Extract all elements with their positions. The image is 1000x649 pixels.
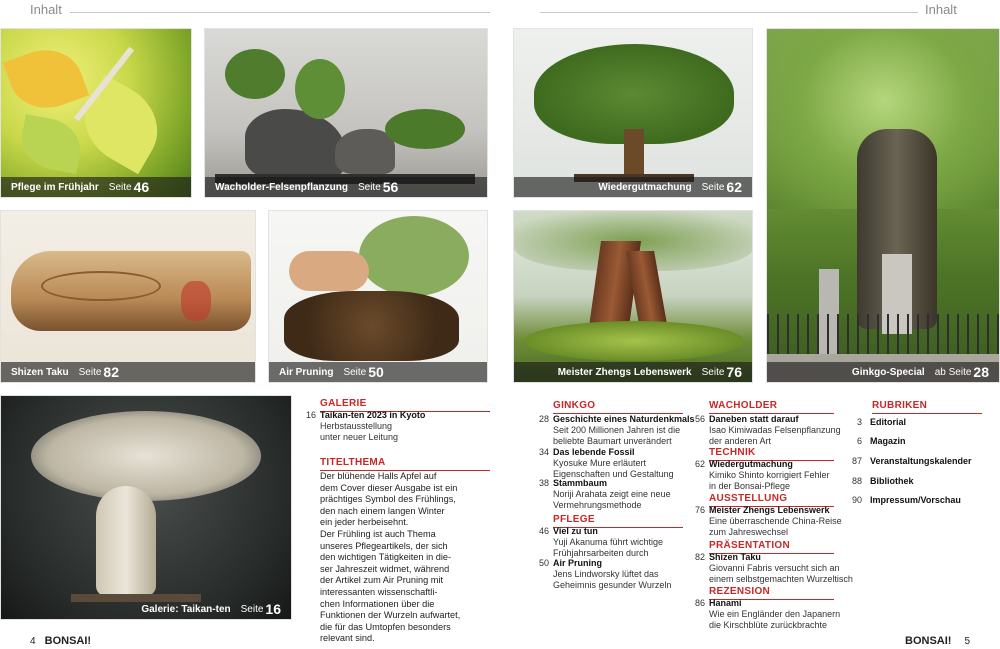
toc-entry-title: Hanami [709, 598, 742, 608]
toc-page-number: 50 [538, 558, 549, 568]
bonsai-trunk-shape [96, 486, 156, 596]
photo-wacholder[interactable] [204, 28, 488, 198]
section-rule [872, 413, 982, 414]
moss-shape [524, 321, 744, 361]
caption-page-word: Seite [108, 181, 132, 193]
caption-title: Wiedergutmachung [598, 181, 692, 193]
toc-entry-desc: Wie ein Engländer den Japanern [709, 609, 841, 619]
rubrik-label: Bibliothek [870, 476, 914, 486]
intro-line: unseres Pflegeartikels, der sich [320, 540, 448, 551]
toc-entry[interactable] [529, 526, 709, 560]
photo-caption [514, 177, 752, 197]
toc-entry-desc: Kyosuke Mure erläutert [553, 458, 647, 468]
rubrik-page-number: 90 [851, 495, 862, 505]
rubrik-page-number: 87 [851, 456, 862, 466]
page-number-left: 4 [30, 636, 36, 647]
caption-page-number: 56 [382, 179, 399, 195]
page-number-right: 5 [964, 636, 971, 647]
section-heading-ginkgo: GINKGO [553, 400, 596, 411]
toc-page-number: 16 [305, 410, 316, 420]
caption-title: Shizen Taku [11, 366, 69, 378]
intro-line: den wichtigen Tätigkeiten in die- [320, 552, 452, 563]
intro-line: relevant sind. [320, 633, 375, 644]
toc-page-number: 82 [694, 552, 705, 562]
intro-line: ser Jahreszeit widmet, während [320, 563, 450, 574]
wood-grain-shape [181, 281, 211, 321]
toc-entry[interactable] [685, 459, 865, 493]
header-label-right: Inhalt [925, 2, 957, 17]
fence-shape [767, 314, 1000, 354]
rubrik-page-number: 3 [856, 417, 862, 427]
toc-entry[interactable] [685, 552, 865, 586]
toc-page-number: 46 [538, 526, 549, 536]
leaf-shape [17, 114, 85, 174]
toc-entry-title: Meister Zhengs Lebenswerk [709, 505, 830, 515]
toc-entry[interactable] [529, 478, 709, 512]
toc-entry-title: Taikan-ten 2023 in Kyoto [320, 410, 426, 420]
intro-line: der Artikel zum Air Pruning mit [320, 575, 444, 586]
toc-entry-title: Wiedergutmachung [709, 459, 793, 469]
photo-shizen-taku[interactable] [0, 210, 256, 383]
caption-page-word: Seite [78, 366, 102, 378]
toc-entry-title: Viel zu tun [553, 526, 598, 536]
toc-entry-desc: in der Bonsai-Pflege [709, 481, 791, 491]
intro-line: die für das Umtopfen besonders [320, 621, 451, 632]
toc-entry-desc: beliebte Baumart unverändert [553, 436, 672, 446]
intro-line: Der blühende Halls Apfel auf [320, 471, 437, 481]
rubrik-label: Editorial [870, 417, 907, 427]
section-heading-galerie: GALERIE [320, 398, 367, 409]
caption-page-word: Seite [240, 603, 264, 615]
intro-line: den nach einem langen Winter [320, 505, 445, 516]
intro-line: Der Frühling ist auch Thema [320, 528, 436, 539]
photo-ginkgo[interactable] [766, 28, 1000, 383]
rootball-shape [284, 291, 459, 361]
toc-entry-desc: der anderen Art [709, 436, 772, 446]
photo-caption [1, 362, 255, 382]
toc-page-number: 86 [694, 598, 705, 608]
toc-entry[interactable] [685, 598, 865, 632]
section-heading-technik: TECHNIK [709, 447, 756, 458]
titelthema-text [320, 471, 500, 645]
hand-shape [289, 251, 369, 291]
photo-galerie[interactable] [0, 395, 292, 620]
toc-entry-desc: Eine überraschende China-Reise [709, 516, 842, 526]
intro-line: dem Cover dieser Ausgabe ist ein [320, 482, 458, 493]
toc-entry-desc: Seit 200 Millionen Jahren ist die [553, 425, 681, 435]
brand-mark-right: ! [947, 635, 952, 647]
rubrik-label: Magazin [870, 436, 906, 446]
rock-shape [245, 109, 345, 179]
foliage-shape [225, 49, 285, 99]
intro-line: chen Informationen über die [320, 598, 435, 609]
toc-entry-galerie[interactable] [296, 410, 496, 450]
header-rule-left [70, 12, 490, 13]
section-heading-titelthema: TITELTHEMA [320, 457, 386, 468]
foliage-shape [295, 59, 345, 119]
brand-logo-left: BONSAI [44, 635, 88, 647]
section-heading-wacholder: WACHOLDER [709, 400, 778, 411]
toc-entry-desc: unter neuer Leitung [320, 432, 399, 442]
caption-page-number: 46 [133, 179, 150, 195]
caption-page-number: 16 [265, 601, 281, 617]
toc-page-number: 28 [538, 414, 549, 424]
photo-caption [514, 362, 752, 382]
toc-entry[interactable] [529, 447, 709, 481]
toc-entry-desc: Vermehrungsmethode [553, 500, 642, 510]
caption-page-number: 76 [726, 364, 742, 380]
toc-entry-title: Daneben statt darauf [709, 414, 799, 424]
caption-page-number: 50 [368, 364, 384, 380]
bonsai-canopy-shape [31, 411, 261, 501]
caption-page-word: Seite [343, 366, 367, 378]
caption-title: Pflege im Frühjahr [11, 181, 99, 193]
caption-page-word: ab Seite [934, 366, 972, 378]
toc-entry-desc: Yuji Akanuma führt wichtige [553, 537, 664, 547]
photo-meister-zheng[interactable] [513, 210, 753, 383]
toc-entry-title: Shizen Taku [709, 552, 761, 562]
photo-caption [1, 177, 191, 197]
rubrik-item[interactable] [840, 436, 906, 446]
toc-entry-desc: Frühjahrsarbeiten durch [553, 548, 649, 558]
caption-page-word: Seite [357, 181, 381, 193]
toc-entry-desc: Jens Lindworsky lüftet das [553, 569, 659, 579]
toc-entry[interactable] [685, 414, 865, 448]
photo-caption [205, 177, 487, 197]
rubrik-label: Veranstaltungskalender [870, 456, 972, 466]
rubrik-item[interactable] [840, 417, 906, 427]
toc-entry-desc: Eigenschaften und Gestaltung [553, 469, 674, 479]
photo-caption [1, 599, 291, 619]
toc-entry-desc: Giovanni Fabris versucht sich an [709, 563, 840, 573]
toc-entry-desc: Kimiko Shinto korrigiert Fehler [709, 470, 830, 480]
toc-entry-desc: Isao Kimiwadas Felsenpflanzung [709, 425, 841, 435]
toc-entry-desc: Noriji Arahata zeigt eine neue [553, 489, 671, 499]
caption-title: Meister Zhengs Lebenswerk [557, 366, 692, 378]
section-heading-praesentation: PRÄSENTATION [709, 540, 791, 551]
intro-line: prächtiges Symbol des Frühlings, [320, 494, 456, 505]
photo-wiedergutmachung[interactable] [513, 28, 753, 198]
rubrik-page-number: 88 [851, 476, 862, 486]
section-heading-rubriken: RUBRIKEN [872, 400, 928, 411]
photo-air-pruning[interactable] [268, 210, 488, 383]
intro-line: ein jeder herbeisehnt. [320, 517, 409, 528]
photo-pflege[interactable] [0, 28, 192, 198]
footer-left [30, 635, 91, 647]
wood-grain-shape [41, 271, 161, 301]
toc-entry-title: Das lebende Fossil [553, 447, 635, 457]
photo-caption [767, 362, 999, 382]
intro-line: Funktionen der Wurzeln aufwartet, [320, 610, 461, 621]
foliage-shape [359, 216, 469, 296]
brand-mark-left: ! [87, 635, 92, 647]
toc-entry-desc: Geheimnis gesunder Wurzeln [553, 580, 672, 590]
toc-entry-title: Geschichte eines Naturdenkmals [553, 414, 695, 424]
rubrik-page-number: 6 [856, 436, 862, 446]
toc-entry-desc: die Kirschblüte zurückbrachte [709, 620, 828, 630]
toc-entry[interactable] [685, 505, 865, 539]
toc-page-number: 38 [538, 478, 549, 488]
toc-page-number: 76 [694, 505, 705, 515]
toc-entry[interactable] [529, 414, 709, 448]
toc-entry-desc: einem selbstgemachten Wurzeltisch [709, 574, 853, 584]
footer-right [905, 635, 970, 647]
section-heading-rezension: REZENSION [709, 586, 771, 597]
caption-page-number: 82 [103, 364, 119, 380]
toc-page-number: 62 [694, 459, 705, 469]
caption-title: Ginkgo-Special [851, 366, 925, 378]
toc-entry-desc: zum Jahreswechsel [709, 527, 789, 537]
header-label-left: Inhalt [30, 2, 62, 17]
rubrik-label: Impressum/Vorschau [870, 495, 961, 505]
caption-page-number: 28 [973, 364, 989, 380]
caption-title: Air Pruning [279, 366, 334, 378]
caption-page-word: Seite [701, 181, 725, 193]
rubrik-item[interactable] [840, 476, 914, 486]
header-rule-right [540, 12, 918, 13]
rubrik-item[interactable] [840, 495, 961, 505]
section-heading-pflege: PFLEGE [553, 514, 595, 525]
caption-title: Galerie: Taikan-ten [141, 603, 231, 615]
brand-logo-right: BONSAI [905, 635, 948, 647]
toc-entry[interactable] [529, 558, 709, 592]
caption-page-number: 62 [726, 179, 742, 195]
toc-entry-desc: Herbstausstellung [320, 421, 393, 431]
photo-caption [269, 362, 487, 382]
intro-line: interessanten wissenschaftli- [320, 586, 438, 597]
caption-page-word: Seite [701, 366, 725, 378]
toc-page-number: 56 [694, 414, 705, 424]
toc-page-number: 34 [538, 447, 549, 457]
rubrik-item[interactable] [840, 456, 972, 466]
toc-entry-title: Stammbaum [553, 478, 608, 488]
section-heading-ausstellung: AUSSTELLUNG [709, 493, 788, 504]
leaf-shape [3, 39, 89, 119]
caption-title: Wacholder-Felsenpflanzung [215, 181, 348, 193]
bonsai-trunk-shape [624, 129, 644, 179]
foliage-shape [385, 109, 465, 149]
toc-entry-title: Air Pruning [553, 558, 602, 568]
rock-shape [335, 129, 395, 174]
